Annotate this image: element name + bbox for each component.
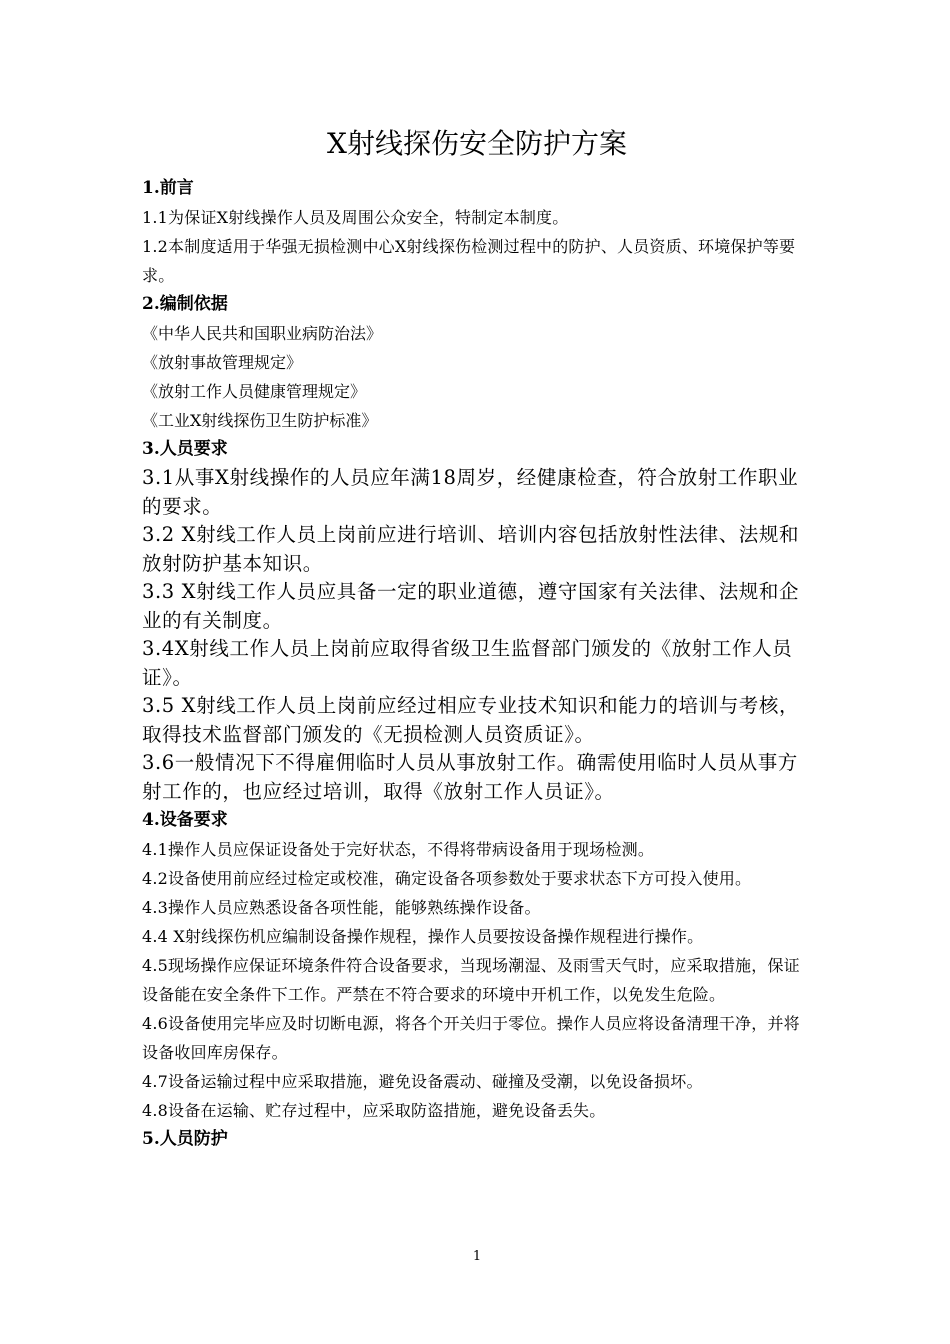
paragraph-1-1: 1.1为保证X射线操作人员及周围公众安全，特制定本制度。 (142, 208, 569, 227)
paragraph-3-5: 3.5 X射线工作人员上岗前应经过相应专业技术知识和能力的培训与考核，取得技术监督部门颁发的《无损检测人员资质证》。 (142, 694, 800, 746)
section-heading-preface: 1.前言 (142, 178, 194, 198)
paragraph-3-6: 3.6一般情况下不得雇佣临时人员从事放射工作。确需使用临时人员从事方射工作的，也应经过培训，取得《放射工作人员证》。 (142, 751, 798, 803)
document-title: X射线探伤安全防护方案 (327, 127, 627, 160)
section-heading-basis: 2.编制依据 (142, 294, 228, 314)
section-heading-personnel: 3.人员要求 (142, 439, 228, 459)
page-number: 1 (472, 1249, 482, 1264)
paragraph-4-5: 4.5现场操作应保证环境条件符合设备要求，当现场潮湿、及雨雪天气时，应采取措施，保证设备能在安全条件下工作。严禁在不符合要求的环境中开机工作，以免发生危险。 (142, 956, 800, 1004)
paragraph-1-2: 1.2本制度适用于华强无损检测中心X射线探伤检测过程中的防护、人员资质、环境保护等要求。 (142, 237, 796, 285)
paragraph-4-6: 4.6设备使用完毕应及时切断电源，将各个开关归于零位。操作人员应将设备清理干净，并将设备收回库房保存。 (142, 1014, 800, 1062)
paragraph-4-4: 4.4 X射线探伤机应编制设备操作规程，操作人员要按设备操作规程进行操作。 (142, 927, 704, 946)
section-heading-protection: 5.人员防护 (142, 1129, 228, 1149)
reference-item: 《中华人民共和国职业病防治法》 (142, 324, 383, 343)
paragraph-3-3: 3.3 X射线工作人员应具备一定的职业道德，遵守国家有关法律、法规和企业的有关制度。 (142, 580, 800, 632)
document-body (142, 174, 812, 1154)
paragraph-4-3: 4.3操作人员应熟悉设备各项性能，能够熟练操作设备。 (142, 898, 541, 917)
paragraph-3-1: 3.1从事X射线操作的人员应年满18周岁，经健康检查，符合放射工作职业的要求。 (142, 466, 799, 518)
paragraph-4-2: 4.2设备使用前应经过检定或校准，确定设备各项参数处于要求状态下方可投入使用。 (142, 869, 752, 888)
paragraph-4-8: 4.8设备在运输、贮存过程中，应采取防盗措施，避免设备丢失。 (142, 1101, 606, 1120)
paragraph-3-4: 3.4X射线工作人员上岗前应取得省级卫生监督部门颁发的《放射工作人员证》。 (142, 637, 793, 689)
reference-item: 《放射工作人员健康管理规定》 (142, 382, 367, 401)
paragraph-4-7: 4.7设备运输过程中应采取措施，避免设备震动、碰撞及受潮，以免设备损坏。 (142, 1072, 703, 1091)
reference-item: 《放射事故管理规定》 (142, 353, 303, 372)
paragraph-3-2: 3.2 X射线工作人员上岗前应进行培训、培训内容包括放射性法律、法规和放射防护基本知识。 (142, 523, 800, 575)
reference-item: 《工业X射线探伤卫生防护标准》 (142, 411, 378, 430)
section-heading-equipment: 4.设备要求 (142, 810, 228, 830)
paragraph-4-1: 4.1操作人员应保证设备处于完好状态，不得将带病设备用于现场检测。 (142, 840, 655, 859)
